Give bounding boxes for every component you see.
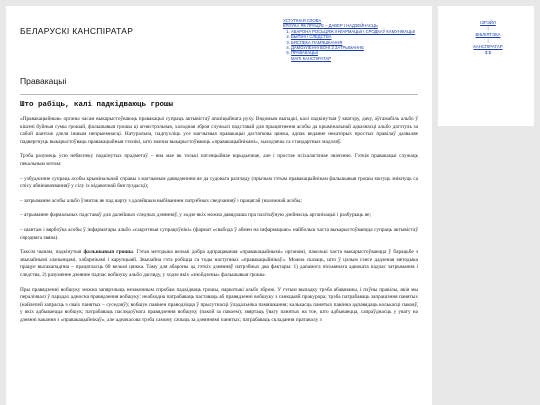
top-navigation bbox=[283, 18, 428, 61]
nav-link-map[interactable]: МАПІ КАНСПІРАТАР bbox=[291, 55, 332, 61]
paragraph: «Правакацыйныя» органы часам выкарыстоўваюць правакацыі супраць актывістаў апазіцыйнага руху. Вядомым выпадкі, калі падкінутыя ў кватэру, дачу, аўтамабіль альбо ў кішэні буйныя сумы грошай, фальшывыя грошы ці агнястрэльная, халодная зброя служылі падставай для прыцягнення асобы да крымінальнай адказнасці альбо дагэтуль за сабой шантаж дзеля іншым непрыемнасці. Натуральна, падпухліць усе магчымыя правакацыі дастаткова цяжка, адпак веданне некаторых простых правілаў дазваляе падвергнуць выкарыстоўваць правакацыйныя тэхнікі, што значна выкарыстоўваюць «правакацыйнікамі», зыходзячы са стандартных мадэляў. bbox=[20, 116, 418, 145]
paragraph: Пры правядзенні вобшуку можна запярэчыць незаконным спробам падкідваць грошы, наркотыкі альбо зброю. У гэтым выпадку трэба абавязаны, і пэўны правілы, якія мы пералічвалі ў парадах адносна правядзення вобшуку: неабходна патрабаваць паставаць аб правядзенні вобшуку з санкцыяй пракурора; трэба патрабаваць запрашэння панятых (найлепей запрасць з сваіх панятых – суседзяў); вобшук павінен праводзіцца ў прысутнасці ўладальніка памяшкання; калькасць панятых павінна адпавядаць колькасці пакояў, у якіх адбываецца вобшук; патрабаваць паслядоўнага правядзення вобшуку (пакой за пакоем); звяртаць ўвагу панятых на тое, што адбываецца, сапраўднасць у увагу на дзеянні вакання з «правакацыйнікаў», але адначасова трэба самому сачыць за дзеяннямі панятых; патрабаваць складання пратаколу з bbox=[20, 286, 418, 323]
paragraph: Таксім чынам, падкінутыя фальшывыя грошы. Гэтая методыка вельмі добра адпрацаваная «правакацыйнымі» органамі, паколькі часта выкарыстоўваецца ў барацьбе з звычайнымі злачынцамі, хабарнікамі і карупцыяй. Звычайна гэта робіцца са тоды наступных «правакацыйнікаў». Можна сказаць, што ў цэлым сэнсе дадзеная методыка працуе высакападпна – працягласць 68 вельмі цяжка. Таму для абароны ад гэткіх дзеянняў патрэбных два фактары: 1) дапамога пісьмянага адвоката падчас затрымання і следства, 2) разуменне дзеянне падчас вобшуку альбо дагляду, у ходзе якіх «знойдзены» фальшывыя грошы. bbox=[20, 249, 418, 278]
emphasis: фальшывыя грошы bbox=[83, 249, 133, 256]
paragraph: – атрыманне фармальных падставаў для далейшых следчых дзеянняў, у ходзе якіх можна давядзаша пра пазітыўную дзейнасць арганізацыі і разбурыць яе; bbox=[20, 212, 371, 219]
paragraph: – шантаж і вярбоўка асобы ў інфарматары альбо «сакрэтныя супрацоўнікі» (фармат «свабода ў абмен на інфармацыю» найбольш часта выкарыстоўваецца супраць актывістаў сярэдняга звяна). bbox=[20, 226, 418, 241]
sidebar-link-1[interactable]: ІЗРЭЙЛ bbox=[480, 20, 496, 25]
content-page bbox=[6, 6, 432, 405]
separator: $ $ bbox=[485, 50, 491, 55]
paragraph: – затрыманне асобы альбо ўзнятак яе пад варту з далейшым выбіваннем патрэбных сведчанняў і працягай (належнай асобы; bbox=[20, 197, 302, 204]
nav-link-intro[interactable]: УСТУПНАЯ СЛОВА bbox=[283, 18, 322, 23]
sidebar-link-library[interactable]: БІБЛІЯТЭКА bbox=[475, 32, 501, 37]
paragraph: – узбуджэнне супраць асобы крымінальнай справы з магчымым давядзеннем яе да судовага разгляду (прычым гэтым правакацыйнікам фальшывыя грошы могуць знікнуць са спісу абвінавачванняў у сілу іх відавочнай бязглуздасці); bbox=[20, 175, 418, 190]
nav-link-detention[interactable]: ДАМОЎЛЕННІ ВОНІ З ЗАТРЫМАННЕ bbox=[291, 45, 365, 51]
divider bbox=[20, 94, 418, 95]
article-heading: Што рабіць, калі падкідваюць грошы bbox=[20, 101, 174, 109]
nav-link-trust[interactable]: КРОЎКА ЯК ПРАЦУЕ – ДАВЕР І НАДЗЕЙНАСЦЬ bbox=[283, 23, 378, 29]
site-title: БЕЛАРУСКІ КАНСПІРАТАР bbox=[20, 26, 134, 36]
nav-link-premises-security[interactable]: БЯСПЕКА ПАМЯШКАННЯ bbox=[291, 39, 343, 45]
nav-list bbox=[283, 29, 428, 56]
paragraph: Трэба разумець усю небяспеку падкінутых прадметаў – яна мае як толькі патэнцыйнае юрыдычнае, але і простае псіхалагічнае значэнне. Гэткія правакацыі служаць пекальным мэтам: bbox=[20, 153, 418, 167]
separator: | bbox=[487, 38, 489, 43]
sidebar bbox=[438, 6, 534, 126]
sidebar-links bbox=[458, 20, 518, 56]
sidebar-link-conspirator[interactable]: КАНСПІРАТАР bbox=[473, 44, 503, 49]
nav-link-investigation[interactable]: ВЫПІНІ І СЛЕДСТВА bbox=[291, 34, 332, 40]
nav-link-provocations[interactable]: ПРАВАКАЦЫІ bbox=[291, 50, 318, 56]
separator: | bbox=[487, 26, 489, 31]
article-body bbox=[20, 116, 418, 331]
nav-link-info-protection[interactable]: АБАРОНА РОСЬЦЯЖ ІНФАРМАЦЫІ І СРОДКАЎ КАМУНІКАЦЫІ bbox=[291, 28, 416, 34]
section-title: Правакацыі bbox=[20, 76, 67, 86]
